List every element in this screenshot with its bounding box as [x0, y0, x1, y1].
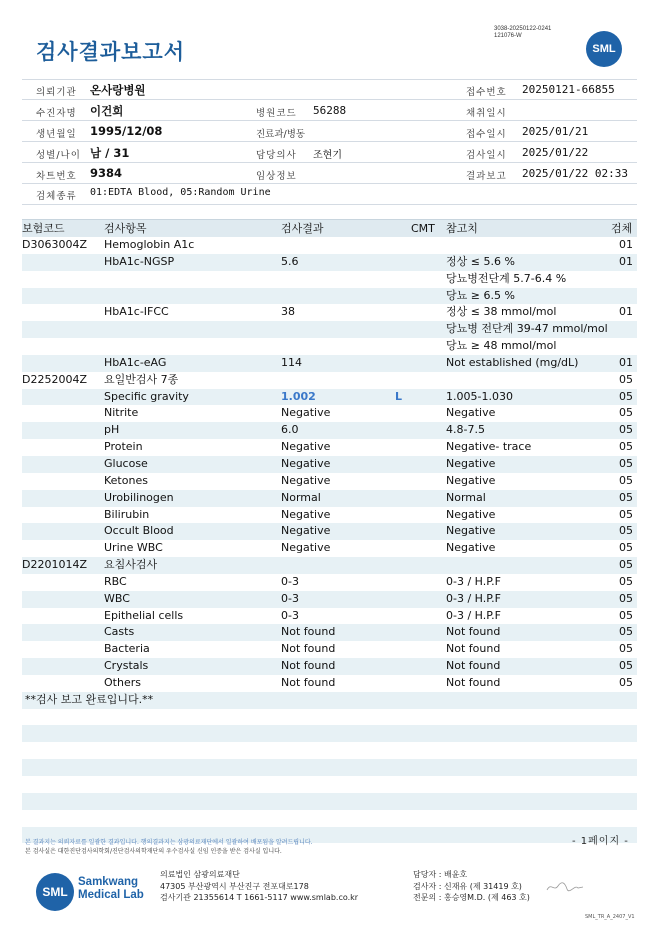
blank-row [22, 776, 637, 793]
cell-item: Bilirubin [104, 507, 150, 521]
table-row [22, 591, 637, 608]
table-row [22, 405, 637, 422]
cell-item: Casts [104, 625, 135, 639]
table-row [22, 641, 637, 658]
cell-item: Hemoglobin A1c [104, 238, 195, 251]
cell-result: 0-3 [281, 591, 299, 605]
cell-result: 38 [281, 305, 295, 319]
completion-text: **검사 보고 완료입니다.** [25, 692, 154, 706]
cell-specimen: 05 [619, 372, 633, 386]
chart-no-label: 차트번호 [36, 171, 77, 182]
footer-note: 본 검사실은 대한진단검사의학회/진단검사의학재단의 우수검사실 신임 인증을 받은 검사실 입니다. [25, 848, 282, 855]
cell-specimen: 05 [619, 625, 633, 639]
document-id-line: 3038-20250122-0241 [494, 26, 552, 32]
cell-item: Urobilinogen [104, 490, 174, 504]
blank-row [22, 793, 637, 810]
cell-result: 114 [281, 355, 302, 369]
cell-ref: Not found [446, 642, 501, 656]
cell-item: WBC [104, 591, 130, 605]
cell-result: 6.0 [281, 423, 299, 437]
cell-code: D3063004Z [22, 238, 87, 251]
cell-code: D2201014Z [22, 558, 87, 572]
cell-specimen: 05 [619, 591, 633, 605]
receipt-date-value: 2025/01/21 [522, 125, 589, 138]
table-row [22, 321, 637, 338]
cell-result: Normal [281, 490, 321, 504]
cell-result: Negative [281, 456, 331, 470]
cell-ref: 정상 ≤ 5.6 % [446, 254, 515, 268]
table-row [22, 439, 637, 456]
cell-specimen: 05 [619, 473, 633, 487]
cell-result: Not found [281, 659, 336, 673]
cell-ref: Not found [446, 625, 501, 639]
cell-result: 0-3 [281, 574, 299, 588]
completion-row [22, 692, 637, 709]
cell-item: 요일반검사 7종 [104, 372, 179, 386]
footer-notes [25, 838, 313, 856]
cell-ref: 0-3 / H.P.F [446, 608, 501, 622]
cell-ref: Not found [446, 675, 501, 689]
cell-result: Negative [281, 524, 331, 538]
name-label: 수진자명 [36, 108, 77, 119]
cell-item: HbA1c-eAG [104, 355, 167, 369]
cell-ref: Not found [446, 659, 501, 673]
doctor-value: 조현기 [313, 150, 342, 161]
cell-ref: Negative [446, 456, 496, 470]
cell-item: HbA1c-IFCC [104, 305, 169, 319]
cell-ref: 당뇨 ≥ 48 mmol/mol [446, 339, 557, 353]
test-date-value: 2025/01/22 [522, 146, 589, 159]
test-date-label: 검사일시 [466, 150, 507, 161]
table-row [22, 540, 637, 557]
cell-specimen: 01 [619, 305, 633, 319]
cell-result: 0-3 [281, 608, 299, 622]
cell-ref: Negative [446, 524, 496, 538]
sml-logo-bottom: SML [36, 873, 74, 911]
cell-specimen: 05 [619, 675, 633, 689]
cell-cmt: L [395, 389, 403, 403]
cell-item: RBC [104, 574, 127, 588]
document-id-line: 121076-W [494, 33, 522, 39]
cell-item: Specific gravity [104, 389, 189, 403]
cell-specimen: 05 [619, 389, 633, 403]
table-row [22, 254, 637, 271]
cell-code: D2252004Z [22, 372, 87, 386]
table-row [22, 490, 637, 507]
cell-item: pH [104, 423, 120, 437]
footer-note: 본 결과지는 의뢰자료를 일괄한 결과입니다. 행의결과지는 삼광의료재단에서 일괄하여 배포됨을 알려드립니다. [25, 839, 313, 846]
specimen-value: 01:EDTA Blood, 05:Random Urine [90, 187, 271, 198]
address-line: 의료법인 삼광의료재단 [160, 870, 240, 879]
staff-info [413, 869, 530, 904]
cell-ref: Not established (mg/dL) [446, 355, 579, 369]
institution-label: 의뢰기관 [36, 87, 77, 98]
cell-item: Occult Blood [104, 524, 174, 538]
table-row [22, 271, 637, 288]
header-ref: 참고치 [446, 222, 478, 235]
cell-specimen: 05 [619, 558, 633, 572]
cell-specimen: 05 [619, 608, 633, 622]
blank-row [22, 709, 637, 726]
table-row [22, 372, 637, 389]
header-item: 검사항목 [104, 222, 147, 235]
table-row [22, 675, 637, 692]
table-row [22, 658, 637, 675]
company-name-line: Samkwang [78, 876, 139, 888]
header-code: 보험코드 [22, 222, 65, 235]
cell-item: 요침사검사 [104, 558, 158, 572]
cell-result: Not found [281, 675, 336, 689]
collection-date-label: 채취일시 [466, 108, 507, 119]
cell-ref: 0-3 / H.P.F [446, 591, 501, 605]
cell-result: Not found [281, 642, 336, 656]
hospital-code-value: 56288 [313, 104, 347, 117]
signature-image [545, 880, 585, 894]
table-row [22, 507, 637, 524]
cell-specimen: 05 [619, 524, 633, 538]
cell-ref: Negative- trace [446, 440, 532, 454]
cell-ref: 정상 ≤ 38 mmol/mol [446, 305, 557, 319]
cell-specimen: 05 [619, 541, 633, 555]
cell-item: Crystals [104, 659, 149, 673]
doctor-label: 담당의사 [256, 150, 297, 161]
cell-specimen: 01 [619, 355, 633, 369]
cell-specimen: 05 [619, 440, 633, 454]
birth-label: 생년월일 [36, 129, 77, 140]
cell-specimen: 05 [619, 574, 633, 588]
report-date-label: 결과보고 [466, 171, 507, 182]
table-row [22, 304, 637, 321]
company-name-line: Medical Lab [78, 889, 144, 901]
cell-specimen: 05 [619, 490, 633, 504]
document-id [494, 26, 551, 40]
company-address [160, 869, 358, 904]
receipt-no-value: 20250121-66855 [522, 83, 615, 96]
address-line: 47305 부산광역시 부산진구 전포대로178 [160, 881, 309, 891]
blank-row [22, 810, 637, 827]
staff-line: 전문의 : 홍승영M.D. (제 463 호) [413, 893, 530, 902]
cell-item: Urine WBC [104, 541, 163, 555]
table-row [22, 422, 637, 439]
sml-logo: SML [586, 31, 622, 67]
cell-ref: Negative [446, 541, 496, 555]
name-value: 이건희 [90, 104, 124, 118]
table-row [22, 389, 637, 406]
results-table [22, 219, 637, 843]
receipt-date-label: 접수일시 [466, 129, 507, 140]
page-number: - 1페이지 - [572, 836, 629, 847]
blank-row [22, 759, 637, 776]
table-header [22, 219, 637, 237]
table-row [22, 338, 637, 355]
header-result: 검사결과 [281, 222, 324, 235]
cell-item: Others [104, 675, 141, 689]
cell-result: Negative [281, 473, 331, 487]
staff-line: 검사자 : 신재유 (제 31419 호) [413, 881, 522, 891]
specimen-label: 검체종류 [36, 191, 77, 202]
table-row [22, 574, 637, 591]
cell-result: Negative [281, 507, 331, 521]
cell-item: Protein [104, 440, 143, 454]
cell-ref: 당뇨 ≥ 6.5 % [446, 288, 515, 302]
cell-specimen: 05 [619, 507, 633, 521]
staff-line: 담당자 : 배윤호 [413, 870, 468, 879]
company-name [78, 876, 144, 902]
chart-no-value: 9384 [90, 166, 123, 180]
cell-item: HbA1c-NGSP [104, 254, 175, 268]
cell-ref: Negative [446, 507, 496, 521]
table-row [22, 355, 637, 372]
cell-item: Bacteria [104, 642, 150, 656]
cell-ref: Negative [446, 473, 496, 487]
cell-ref: Normal [446, 490, 486, 504]
table-row [22, 237, 637, 254]
sex-age-label: 성별/나이 [36, 150, 81, 161]
cell-specimen: 05 [619, 423, 633, 437]
cell-specimen: 05 [619, 659, 633, 673]
cell-item: Glucose [104, 456, 148, 470]
cell-result: 1.002 [281, 389, 316, 403]
table-row [22, 523, 637, 540]
cell-ref: 4.8-7.5 [446, 423, 485, 437]
institution-value: 온사랑병원 [90, 83, 146, 97]
hospital-code-label: 병원코드 [256, 108, 297, 119]
form-code: SML_TR_A_2407_V1 [585, 914, 635, 920]
cell-ref: 0-3 / H.P.F [446, 574, 501, 588]
header-cmt: CMT [411, 222, 435, 235]
table-row [22, 473, 637, 490]
cell-specimen: 05 [619, 642, 633, 656]
table-body [22, 237, 637, 692]
cell-item: Epithelial cells [104, 608, 184, 622]
header-specimen: 검체 [611, 222, 633, 235]
cell-item: Ketones [104, 473, 148, 487]
blank-row [22, 725, 637, 742]
table-row [22, 624, 637, 641]
cell-specimen: 01 [619, 238, 633, 251]
dept-label: 진료과/병동 [256, 129, 306, 140]
cell-ref: Negative [446, 406, 496, 420]
sex-age-value: 남 / 31 [90, 146, 130, 160]
cell-result: Not found [281, 625, 336, 639]
report-date-value: 2025/01/22 02:33 [522, 167, 628, 180]
cell-result: Negative [281, 440, 331, 454]
address-line: 검사기관 21355614 T 1661-5117 www.smlab.co.kr [160, 893, 359, 902]
cell-specimen: 05 [619, 456, 633, 470]
cell-ref: 당뇨병 전단계 39-47 mmol/mol [446, 322, 608, 336]
page-title: 검사결과보고서 [36, 40, 186, 64]
cell-ref: 1.005-1.030 [446, 389, 513, 403]
receipt-no-label: 접수번호 [466, 87, 507, 98]
blank-row [22, 742, 637, 759]
table-row [22, 557, 637, 574]
cell-result: 5.6 [281, 254, 299, 268]
table-row [22, 288, 637, 305]
cell-specimen: 01 [619, 254, 633, 268]
cell-specimen: 05 [619, 406, 633, 420]
cell-result: Negative [281, 406, 331, 420]
cell-result: Negative [281, 541, 331, 555]
cell-ref: 당뇨병전단계 5.7-6.4 % [446, 271, 567, 285]
birth-value: 1995/12/08 [90, 124, 163, 138]
cell-item: Nitrite [104, 406, 139, 420]
table-row [22, 456, 637, 473]
table-row [22, 608, 637, 625]
clinical-info-label: 임상정보 [256, 171, 297, 182]
